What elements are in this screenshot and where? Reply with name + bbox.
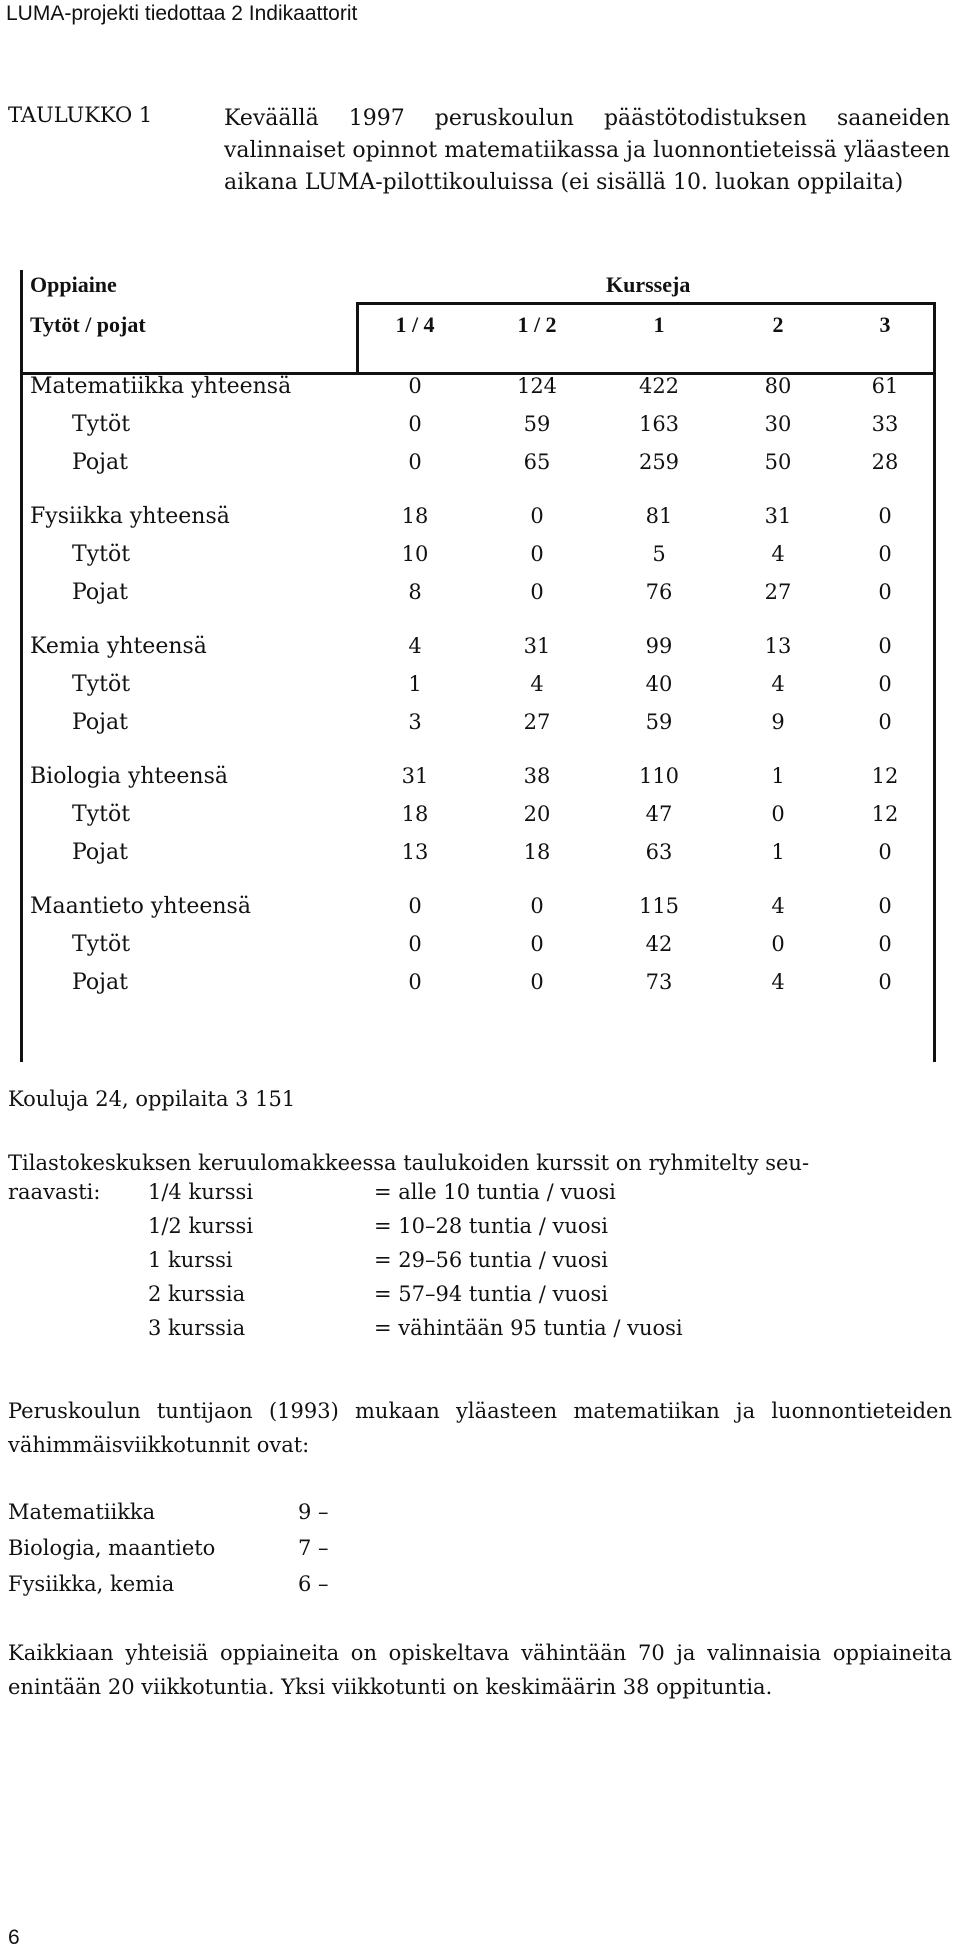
- table-cell: 61: [871, 374, 899, 398]
- row-label-sub: Pojat: [72, 970, 128, 995]
- course-def-value: = 57–94 tuntia / vuosi: [374, 1282, 609, 1306]
- header-courses: Kursseja: [606, 272, 691, 297]
- table-cell: 0: [878, 634, 892, 658]
- table-cell: 0: [878, 672, 892, 696]
- table-cell: 20: [523, 802, 551, 826]
- table-cell: 0: [878, 504, 892, 528]
- table-cell: 4: [771, 672, 785, 696]
- table-cell: 4: [771, 970, 785, 994]
- table-cell: 31: [401, 764, 429, 788]
- table-cell: 18: [401, 504, 429, 528]
- table-cell: 28: [871, 450, 899, 474]
- table-cell: 18: [401, 802, 429, 826]
- table-cell: 0: [530, 504, 544, 528]
- column-header: 3: [879, 312, 891, 337]
- table-cell: 9: [771, 710, 785, 734]
- table-cell: 0: [878, 970, 892, 994]
- table-cell: 163: [638, 412, 680, 436]
- table-cell: 115: [638, 894, 680, 918]
- row-label-sub: Pojat: [72, 710, 128, 735]
- table-cell: 110: [638, 764, 680, 788]
- column-header: 2: [772, 312, 784, 337]
- table-cell: 10: [401, 542, 429, 566]
- column-header: 1 / 4: [395, 312, 435, 337]
- minimum-hours: 9 –: [298, 1500, 329, 1524]
- table-cell: 5: [652, 542, 666, 566]
- table-cell: 4: [408, 634, 422, 658]
- table-cell: 73: [645, 970, 673, 994]
- closing-text: Kaikkiaan yhteisiä oppiaineita on opiskeltava vähintään 70 ja valinnaisia oppiaineita enintään 20 viikkotuntia. Yksi viikkotunti on keskimäärin 38 oppituntia.: [8, 1641, 952, 1699]
- table-cell: 422: [638, 374, 680, 398]
- row-label-sub: Pojat: [72, 840, 128, 865]
- column-header: 1: [653, 312, 665, 337]
- running-header: LUMA-projekti tiedottaa 2 Indikaattorit: [6, 2, 358, 25]
- course-def-value: = 29–56 tuntia / vuosi: [374, 1248, 609, 1272]
- table-cell: 1: [771, 840, 785, 864]
- row-label-total: Fysiikka yhteensä: [30, 504, 230, 529]
- table-cell: 13: [401, 840, 429, 864]
- table-cell: 30: [764, 412, 792, 436]
- table-cell: 80: [764, 374, 792, 398]
- page-number: 6: [8, 1926, 20, 1949]
- table-cell: 0: [530, 970, 544, 994]
- table-cell: 0: [408, 970, 422, 994]
- table-cell: 124: [516, 374, 558, 398]
- minimum-hours: 7 –: [298, 1536, 329, 1560]
- table-cell: 42: [645, 932, 673, 956]
- table-cell: 31: [764, 504, 792, 528]
- table-cell: 0: [408, 374, 422, 398]
- course-def-name: 1 kurssi: [148, 1248, 233, 1272]
- table-cell: 0: [530, 542, 544, 566]
- table-cell: 27: [764, 580, 792, 604]
- table-cell: 0: [408, 412, 422, 436]
- column-header: 1 / 2: [517, 312, 557, 337]
- table-caption-label: TAULUKKO 1: [8, 103, 153, 127]
- row-label-total: Matematiikka yhteensä: [30, 374, 292, 399]
- table-cell: 27: [523, 710, 551, 734]
- table-cell: 33: [871, 412, 899, 436]
- table-cell: 3: [408, 710, 422, 734]
- table-header-divider: [356, 302, 359, 374]
- minimum-subject: Fysiikka, kemia: [8, 1572, 175, 1596]
- table-cell: 1: [771, 764, 785, 788]
- minimums-intro: Peruskoulun tuntijaon (1993) mukaan yläasteen matematiikan ja luonnontieteiden vähimmäisviikkotunnit ovat:: [8, 1399, 952, 1457]
- table-cell: 0: [878, 932, 892, 956]
- table-cell: 0: [878, 894, 892, 918]
- table-cell: 0: [771, 932, 785, 956]
- table-cell: 4: [771, 894, 785, 918]
- row-label-total: Maantieto yhteensä: [30, 894, 251, 919]
- table-cell: 4: [771, 542, 785, 566]
- table-cell: 12: [871, 764, 899, 788]
- table-cell: 0: [530, 580, 544, 604]
- table-cell: 47: [645, 802, 673, 826]
- table-cell: 38: [523, 764, 551, 788]
- course-def-value: = alle 10 tuntia / vuosi: [374, 1180, 616, 1204]
- header-subject: Oppiaine: [30, 272, 117, 297]
- course-def-intro: Tilastokeskuksen keruulomakkeessa taulukoiden kurssit on ryhmitelty seu-: [8, 1151, 810, 1175]
- row-label-total: Biologia yhteensä: [30, 764, 229, 789]
- table-cell: 18: [523, 840, 551, 864]
- table-cell: 0: [530, 932, 544, 956]
- data-table: [20, 262, 936, 1062]
- table-cell: 259: [638, 450, 680, 474]
- table-cell: 0: [408, 932, 422, 956]
- table-cell: 12: [871, 802, 899, 826]
- row-label-sub: Pojat: [72, 450, 128, 475]
- course-def-name: 1/4 kurssi: [148, 1180, 254, 1204]
- course-def-name: 2 kurssia: [148, 1282, 246, 1306]
- minimum-subject: Biologia, maantieto: [8, 1536, 216, 1560]
- row-label-sub: Tytöt: [72, 932, 131, 957]
- course-def-name: 3 kurssia: [148, 1316, 246, 1340]
- row-label-sub: Pojat: [72, 580, 128, 605]
- minimum-hours: 6 –: [298, 1572, 329, 1596]
- row-label-sub: Tytöt: [72, 412, 131, 437]
- minimum-subject: Matematiikka: [8, 1500, 156, 1524]
- table-cell: 0: [408, 450, 422, 474]
- table-cell: 59: [645, 710, 673, 734]
- table-cell: 63: [645, 840, 673, 864]
- summary-text: Kouluja 24, oppilaita 3 151: [8, 1087, 296, 1111]
- table-cell: 0: [878, 710, 892, 734]
- row-label-sub: Tytöt: [72, 542, 131, 567]
- table-cell: 81: [645, 504, 673, 528]
- table-cell: 0: [878, 840, 892, 864]
- row-label-sub: Tytöt: [72, 672, 131, 697]
- header-gender: Tytöt / pojat: [30, 312, 146, 337]
- table-cell: 59: [523, 412, 551, 436]
- table-cell: 76: [645, 580, 673, 604]
- table-cell: 13: [764, 634, 792, 658]
- table-header-top-rule: [356, 302, 936, 305]
- table-cell: 0: [530, 894, 544, 918]
- table-cell: 4: [530, 672, 544, 696]
- table-cell: 40: [645, 672, 673, 696]
- table-caption-text: Keväällä 1997 peruskoulun päästötodistuksen saaneiden valinnaiset opinnot matematiikassa ja luonnontieteissä yläasteen aikana LUMA-pilottikouluissa (ei sisällä 10. luokan oppilaita): [224, 106, 950, 195]
- table-cell: 50: [764, 450, 792, 474]
- table-cell: 31: [523, 634, 551, 658]
- course-def-value: = 10–28 tuntia / vuosi: [374, 1214, 609, 1238]
- table-cell: 0: [771, 802, 785, 826]
- course-def-name: 1/2 kurssi: [148, 1214, 254, 1238]
- row-label-sub: Tytöt: [72, 802, 131, 827]
- table-cell: 8: [408, 580, 422, 604]
- table-cell: 0: [408, 894, 422, 918]
- table-cell: 0: [878, 580, 892, 604]
- row-label-total: Kemia yhteensä: [30, 634, 207, 659]
- course-def-value: = vähintään 95 tuntia / vuosi: [374, 1316, 683, 1340]
- table-cell: 1: [408, 672, 422, 696]
- table-cell: 65: [523, 450, 551, 474]
- table-cell: 99: [645, 634, 673, 658]
- table-left-rule: [20, 270, 23, 1062]
- course-def-prefix: raavasti:: [8, 1180, 101, 1204]
- table-cell: 0: [878, 542, 892, 566]
